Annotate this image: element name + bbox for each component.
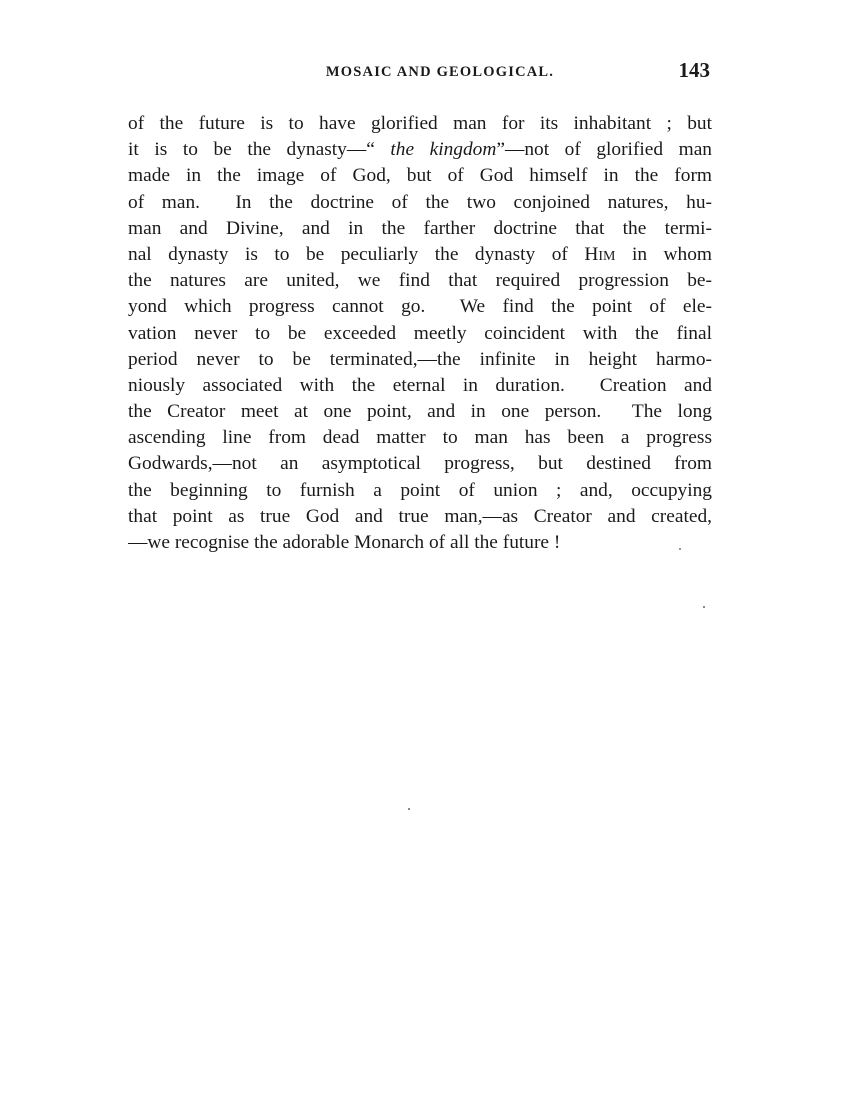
text-line: the natures are united, we find that required progression be-	[128, 270, 712, 292]
text-line: period never to be terminated,—the infinite in height harmo-	[128, 348, 712, 370]
text-line: yond which progress cannot go. We find the point of ele-	[128, 296, 712, 318]
scan-speck	[703, 606, 705, 608]
text-line: —we recognise the adorable Monarch of all the future !	[128, 532, 561, 553]
text-line: made in the image of God, but of God himself in the form	[128, 165, 712, 187]
running-head	[128, 58, 712, 88]
text-line: niously associated with the eternal in duration. Creation and	[128, 374, 712, 396]
text-line: vation never to be exceeded meetly coincident with the final	[128, 322, 712, 344]
text-line: the beginning to furnish a point of union ; and, occupying	[128, 479, 712, 501]
running-title: MOSAIC AND GEOLOGICAL.	[325, 64, 555, 80]
text-line: of man. In the doctrine of the two conjoined natures, hu-	[128, 191, 712, 213]
scan-speck	[408, 808, 410, 810]
text-line: ascending line from dead matter to man has been a progress	[128, 427, 712, 449]
text-line: the Creator meet at one point, and in one person. The long	[128, 401, 712, 423]
page-number: 143	[678, 58, 710, 82]
text-line: that point as true God and true man,—as Creator and created,	[128, 505, 712, 527]
italic-phrase: the kingdom	[390, 139, 497, 161]
small-caps-word: Him	[584, 243, 616, 265]
text-line: it is to be the dynasty—“ the kingdom”—not of glorified man	[128, 139, 712, 161]
text-line: of the future is to have glorified man for its inhabitant ; but	[128, 113, 712, 134]
text-line: Godwards,—not an asymptotical progress, but destined from	[128, 453, 712, 475]
text-line: nal dynasty is to be peculiarly the dynasty of Him in whom	[128, 243, 712, 265]
text-line: man and Divine, and in the farther doctrine that the termi-	[128, 217, 712, 239]
body-paragraph	[128, 111, 712, 556]
scan-speck	[679, 548, 681, 550]
